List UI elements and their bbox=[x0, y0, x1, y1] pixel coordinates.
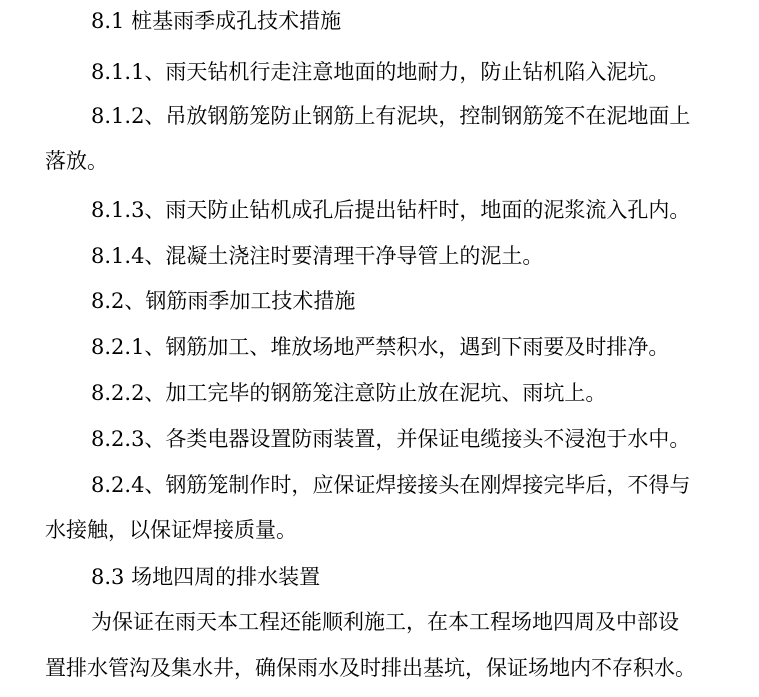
paragraph-8-1-3: 8.1.3、雨天防止钻机成孔后提出钻杆时，地面的泥浆流入孔内。 bbox=[91, 198, 691, 222]
section-heading-8-1: 8.1 桩基雨季成孔技术措施 bbox=[91, 9, 342, 33]
paragraph-8-1-4: 8.1.4、混凝土浇注时要清理干净导管上的泥土。 bbox=[91, 244, 544, 268]
section-heading-8-3: 8.3 场地四周的排水装置 bbox=[91, 565, 321, 589]
paragraph-8-3-line-2: 置排水管沟及集水井，确保雨水及时排出基坑，保证场地内不存积水。 bbox=[45, 656, 696, 680]
paragraph-8-2-3: 8.2.3、各类电器设置防雨装置，并保证电缆接头不浸泡于水中。 bbox=[91, 427, 691, 451]
paragraph-8-2-1: 8.2.1、钢筋加工、堆放场地严禁积水，遇到下雨要及时排净。 bbox=[91, 335, 670, 359]
paragraph-8-1-2-line-1: 8.1.2、吊放钢筋笼防止钢筋上有泥块，控制钢筋笼不在泥地面上 bbox=[91, 104, 691, 128]
paragraph-8-3-line-1: 为保证在雨天本工程还能顺利施工，在本工程场地四周及中部设 bbox=[91, 610, 679, 634]
paragraph-8-1-1: 8.1.1、雨天钻机行走注意地面的地耐力，防止钻机陷入泥坑。 bbox=[91, 60, 670, 84]
paragraph-8-1-2-line-2: 落放。 bbox=[45, 149, 108, 173]
section-heading-8-2: 8.2、钢筋雨季加工技术措施 bbox=[91, 289, 356, 313]
paragraph-8-2-4-line-2: 水接触，以保证焊接质量。 bbox=[45, 518, 297, 542]
paragraph-8-2-2: 8.2.2、加工完毕的钢筋笼注意防止放在泥坑、雨坑上。 bbox=[91, 381, 607, 405]
paragraph-8-2-4-line-1: 8.2.4、钢筋笼制作时，应保证焊接接头在刚焊接完毕后，不得与 bbox=[91, 473, 691, 497]
